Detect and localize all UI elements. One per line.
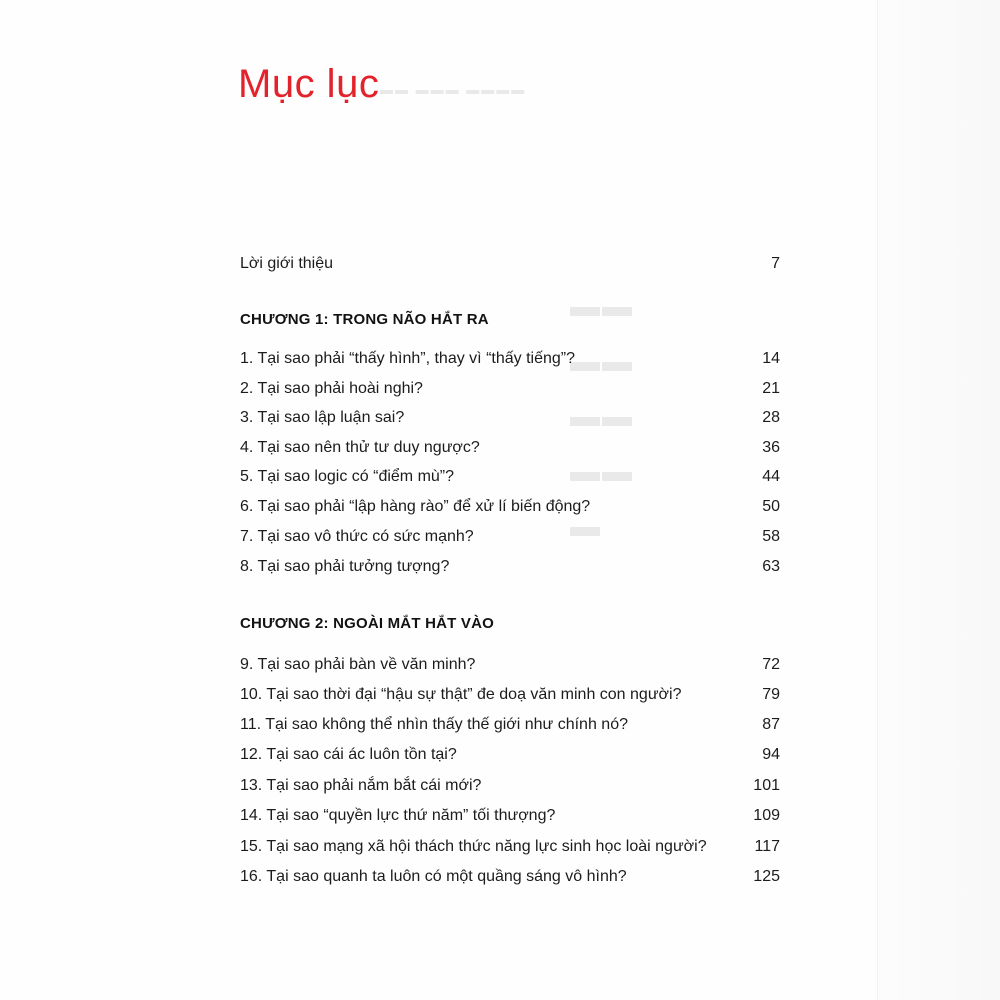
entry-title: 2. Tại sao phải hoài nghi? <box>240 380 423 397</box>
entry-title: 12. Tại sao cái ác luôn tồn tại? <box>240 746 457 763</box>
chapter-heading: CHƯƠNG 1: TRONG NÃO HẮT RA <box>240 311 489 328</box>
entry-page-number: 44 <box>762 468 780 485</box>
entry-title: 3. Tại sao lập luận sai? <box>240 409 405 426</box>
entry-title: 13. Tại sao phải nắm bắt cái mới? <box>240 777 482 794</box>
entry-page-number: 21 <box>762 380 780 397</box>
toc-entry[interactable] <box>240 467 780 487</box>
toc-entry[interactable] <box>240 776 780 796</box>
show-through-mark: ▬▬ <box>570 290 634 323</box>
entry-page-number: 14 <box>762 350 780 367</box>
entry-page-number: 72 <box>762 656 780 673</box>
entry-page-number: 101 <box>753 777 780 794</box>
toc-entry[interactable] <box>240 655 780 675</box>
entry-page-number: 125 <box>753 868 780 885</box>
entry-page-number: 7 <box>771 255 780 272</box>
toc-entry[interactable] <box>240 806 780 826</box>
toc-entry[interactable] <box>240 349 780 369</box>
entry-page-number: 28 <box>762 409 780 426</box>
toc-entry[interactable] <box>240 745 780 765</box>
entry-page-number: 109 <box>753 807 780 824</box>
entry-page-number: 58 <box>762 528 780 545</box>
entry-title: 5. Tại sao logic có “điểm mù”? <box>240 468 455 485</box>
entry-page-number: 79 <box>762 686 780 703</box>
toc-entry-intro[interactable] <box>240 254 780 274</box>
entry-title: 8. Tại sao phải tưởng tượng? <box>240 558 450 575</box>
entry-title: Lời giới thiệu <box>240 255 334 272</box>
entry-title: 10. Tại sao thời đại “hậu sự thật” đe doạ văn minh con người? <box>240 686 682 703</box>
page-title: Mục lục <box>238 62 380 106</box>
entry-title: 1. Tại sao phải “thấy hình”, thay vì “thấy tiếng”? <box>240 350 575 367</box>
entry-title: 9. Tại sao phải bàn về văn minh? <box>240 656 476 673</box>
page-edge <box>877 0 1000 1000</box>
entry-page-number: 87 <box>762 716 780 733</box>
entry-title: 11. Tại sao không thể nhìn thấy thế giới như chính nó? <box>240 716 628 733</box>
toc-entry[interactable] <box>240 685 780 705</box>
entry-page-number: 94 <box>762 746 780 763</box>
show-through-mark: ▬▬ <box>570 455 634 488</box>
toc-entry[interactable] <box>240 527 780 547</box>
entry-page-number: 63 <box>762 558 780 575</box>
entry-title: 15. Tại sao mạng xã hội thách thức năng lực sinh học loài người? <box>240 838 707 855</box>
toc-entry[interactable] <box>240 715 780 735</box>
chapter-heading: CHƯƠNG 2: NGOÀI MẮT HẮT VÀO <box>240 615 494 632</box>
toc-entry[interactable] <box>240 438 780 458</box>
show-through-mark: ▬ <box>570 510 602 543</box>
entry-page-number: 117 <box>754 838 780 855</box>
show-through-header: ▬▬ ▬▬▬ ▬▬▬▬ <box>380 82 527 97</box>
toc-entry[interactable] <box>240 837 780 857</box>
toc-entry[interactable] <box>240 497 780 517</box>
entry-title: 6. Tại sao phải “lập hàng rào” để xử lí biến động? <box>240 498 591 515</box>
toc-entry[interactable] <box>240 557 780 577</box>
toc-entry[interactable] <box>240 379 780 399</box>
show-through-mark: ▬▬ <box>570 400 634 433</box>
entry-page-number: 50 <box>762 498 780 515</box>
show-through-mark: ▬▬ <box>570 345 634 378</box>
entry-page-number: 36 <box>762 439 780 456</box>
entry-title: 4. Tại sao nên thử tư duy ngược? <box>240 439 480 456</box>
toc-entry[interactable] <box>240 867 780 887</box>
toc-entry[interactable] <box>240 408 780 428</box>
entry-title: 7. Tại sao vô thức có sức mạnh? <box>240 528 474 545</box>
entry-title: 16. Tại sao quanh ta luôn có một quầng sáng vô hình? <box>240 868 627 885</box>
entry-title: 14. Tại sao “quyền lực thứ năm” tối thượng? <box>240 807 556 824</box>
